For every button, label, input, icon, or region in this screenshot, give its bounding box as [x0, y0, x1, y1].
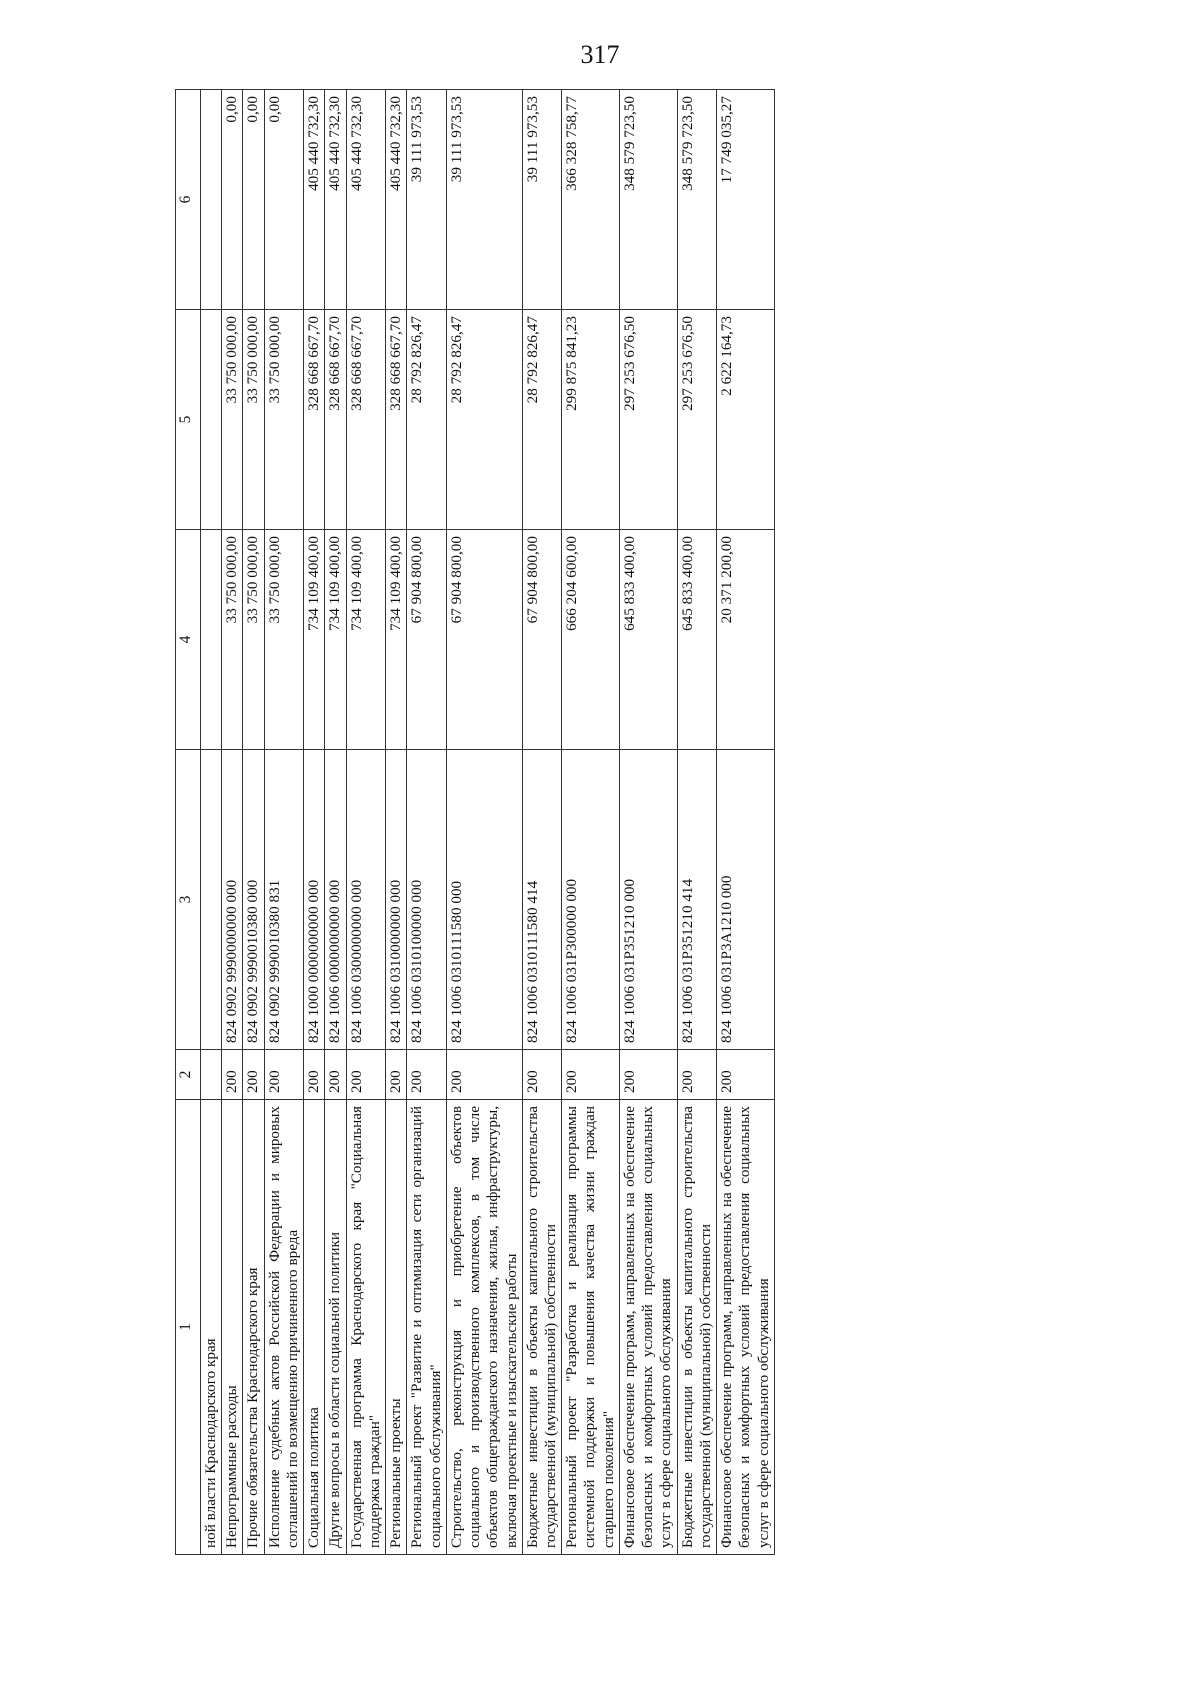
- row-value-col4: 67 904 800,00: [407, 530, 446, 750]
- row-code-cell: 824 1006 031P3A1210 000: [717, 750, 775, 1050]
- page-number: 317: [580, 40, 620, 69]
- row-name-cell: Прочие обязательства Краснодарского края: [243, 1100, 264, 1555]
- table-row: [619, 90, 677, 1555]
- row-name-cell: Региональные проекты: [386, 1100, 407, 1555]
- table-row: [325, 90, 346, 1555]
- column-header-2: 2: [176, 1050, 201, 1100]
- row-value-col4: 20 371 200,00: [717, 530, 775, 750]
- row-value-col6: 0,00: [243, 90, 264, 310]
- row-name-cell: Исполнение судебных актов Российской Федерации и мировых соглашений по возмещению причиненного вреда: [264, 1100, 303, 1555]
- table-header-row: [176, 90, 201, 1555]
- row-value-col5: 297 253 676,50: [619, 310, 677, 530]
- row-name-cell: Строительство, реконструкция и приобретение объектов социального и производственного комплексов, в том числе объектов общегражданского назначения, жилья, инфраструктуры, включая проектные и изыскательские работы: [446, 1100, 522, 1555]
- row-code-cell: 824 0902 9990010380 000: [243, 750, 264, 1050]
- row-value-col4: 734 109 400,00: [325, 530, 346, 750]
- row-name-cell: Финансовое обеспечение программ, направленных на обеспечение безопасных и комфортных условий предоставления социальных услуг в сфере социального обслуживания: [619, 1100, 677, 1555]
- table-row: [562, 90, 620, 1555]
- row-name-cell: Региональный проект "Развитие и оптимизация сети организаций социального обслуживания": [407, 1100, 446, 1555]
- row-code-cell: 824 1006 0310111580 000: [446, 750, 522, 1050]
- row-value-col6: 0,00: [264, 90, 303, 310]
- row-value-col6: [201, 90, 222, 310]
- row-value-col6: 0,00: [222, 90, 243, 310]
- row-code-cell: [201, 750, 222, 1050]
- column-header-6: 6: [176, 90, 201, 310]
- row-group-cell: 200: [562, 1050, 620, 1100]
- row-value-col6: 17 749 035,27: [717, 90, 775, 310]
- row-value-col5: 33 750 000,00: [222, 310, 243, 530]
- row-value-col4: 67 904 800,00: [446, 530, 522, 750]
- row-group-cell: 200: [243, 1050, 264, 1100]
- row-value-col6: 366 328 758,77: [562, 90, 620, 310]
- row-value-col5: [201, 310, 222, 530]
- row-value-col4: [201, 530, 222, 750]
- column-header-1: 1: [176, 1100, 201, 1555]
- row-value-col4: 33 750 000,00: [243, 530, 264, 750]
- row-group-cell: 200: [446, 1050, 522, 1100]
- row-value-col5: 28 792 826,47: [522, 310, 561, 530]
- row-name-cell: Финансовое обеспечение программ, направленных на обеспечение безопасных и комфортных условий предоставления социальных услуг в сфере социального обслуживания: [717, 1100, 775, 1555]
- row-value-col4: 666 204 600,00: [562, 530, 620, 750]
- row-value-col5: 28 792 826,47: [446, 310, 522, 530]
- row-value-col5: 28 792 826,47: [407, 310, 446, 530]
- table-row: [717, 90, 775, 1555]
- row-name-cell: Бюджетные инвестиции в объекты капитального строительства государственной (муниципальной) собственности: [677, 1100, 716, 1555]
- row-name-cell: Другие вопросы в области социальной политики: [325, 1100, 346, 1555]
- table-row: [201, 90, 222, 1555]
- table-row: [243, 90, 264, 1555]
- row-value-col5: 328 668 667,70: [304, 310, 325, 530]
- row-value-col6: 39 111 973,53: [522, 90, 561, 310]
- row-value-col4: 67 904 800,00: [522, 530, 561, 750]
- row-value-col4: 734 109 400,00: [304, 530, 325, 750]
- row-value-col5: 328 668 667,70: [325, 310, 346, 530]
- row-group-cell: 200: [222, 1050, 243, 1100]
- row-code-cell: 824 1000 0000000000 000: [304, 750, 325, 1050]
- row-value-col5: 297 253 676,50: [677, 310, 716, 530]
- row-value-col6: 39 111 973,53: [446, 90, 522, 310]
- row-value-col4: 33 750 000,00: [222, 530, 243, 750]
- row-value-col6: 405 440 732,30: [346, 90, 385, 310]
- row-name-cell: Бюджетные инвестиции в объекты капитального строительства государственной (муниципальной) собственности: [522, 1100, 561, 1555]
- row-code-cell: 824 0902 9990010380 831: [264, 750, 303, 1050]
- row-group-cell: 200: [386, 1050, 407, 1100]
- table-row: [304, 90, 325, 1555]
- row-value-col5: 328 668 667,70: [346, 310, 385, 530]
- row-name-cell: Непрограммные расходы: [222, 1100, 243, 1555]
- column-header-5: 5: [176, 310, 201, 530]
- rotated-table-frame: [175, 90, 1098, 1555]
- row-value-col6: 405 440 732,30: [386, 90, 407, 310]
- column-header-3: 3: [176, 750, 201, 1050]
- row-name-cell: Региональный проект "Разработка и реализация программы системной поддержки и повышения качества жизни граждан старшего поколения": [562, 1100, 620, 1555]
- row-group-cell: 200: [619, 1050, 677, 1100]
- row-group-cell: 200: [264, 1050, 303, 1100]
- row-code-cell: 824 1006 0310000000 000: [386, 750, 407, 1050]
- row-value-col5: 33 750 000,00: [264, 310, 303, 530]
- row-group-cell: 200: [325, 1050, 346, 1100]
- row-value-col5: 328 668 667,70: [386, 310, 407, 530]
- column-header-4: 4: [176, 530, 201, 750]
- row-name-cell: Государственная программа Краснодарского края "Социальная поддержка граждан": [346, 1100, 385, 1555]
- row-group-cell: [201, 1050, 222, 1100]
- row-code-cell: 824 1006 0300000000 000: [346, 750, 385, 1050]
- row-code-cell: 824 1006 0000000000 000: [325, 750, 346, 1050]
- table-row: [264, 90, 303, 1555]
- table-row: [677, 90, 716, 1555]
- row-value-col6: 405 440 732,30: [325, 90, 346, 310]
- row-value-col6: 348 579 723,50: [677, 90, 716, 310]
- table-row: [407, 90, 446, 1555]
- row-group-cell: 200: [346, 1050, 385, 1100]
- table-row: [346, 90, 385, 1555]
- table-row: [446, 90, 522, 1555]
- row-group-cell: 200: [717, 1050, 775, 1100]
- row-group-cell: 200: [304, 1050, 325, 1100]
- row-value-col4: 645 833 400,00: [677, 530, 716, 750]
- row-value-col5: 2 622 164,73: [717, 310, 775, 530]
- row-code-cell: 824 1006 0310100000 000: [407, 750, 446, 1050]
- row-code-cell: 824 1006 031P300000 000: [562, 750, 620, 1050]
- row-group-cell: 200: [677, 1050, 716, 1100]
- row-group-cell: 200: [407, 1050, 446, 1100]
- row-name-cell: ной власти Краснодарского края: [201, 1100, 222, 1555]
- row-value-col6: 348 579 723,50: [619, 90, 677, 310]
- table-row: [222, 90, 243, 1555]
- row-value-col5: 299 875 841,23: [562, 310, 620, 530]
- budget-table: [175, 89, 775, 1555]
- row-group-cell: 200: [522, 1050, 561, 1100]
- row-value-col4: 734 109 400,00: [346, 530, 385, 750]
- row-value-col4: 33 750 000,00: [264, 530, 303, 750]
- row-code-cell: 824 1006 031P351210 000: [619, 750, 677, 1050]
- row-code-cell: 824 0902 9990000000 000: [222, 750, 243, 1050]
- row-code-cell: 824 1006 0310111580 414: [522, 750, 561, 1050]
- row-name-cell: Социальная политика: [304, 1100, 325, 1555]
- table-row: [522, 90, 561, 1555]
- row-value-col6: 39 111 973,53: [407, 90, 446, 310]
- row-code-cell: 824 1006 031P351210 414: [677, 750, 716, 1050]
- row-value-col5: 33 750 000,00: [243, 310, 264, 530]
- table-row: [386, 90, 407, 1555]
- row-value-col6: 405 440 732,30: [304, 90, 325, 310]
- row-value-col4: 645 833 400,00: [619, 530, 677, 750]
- row-value-col4: 734 109 400,00: [386, 530, 407, 750]
